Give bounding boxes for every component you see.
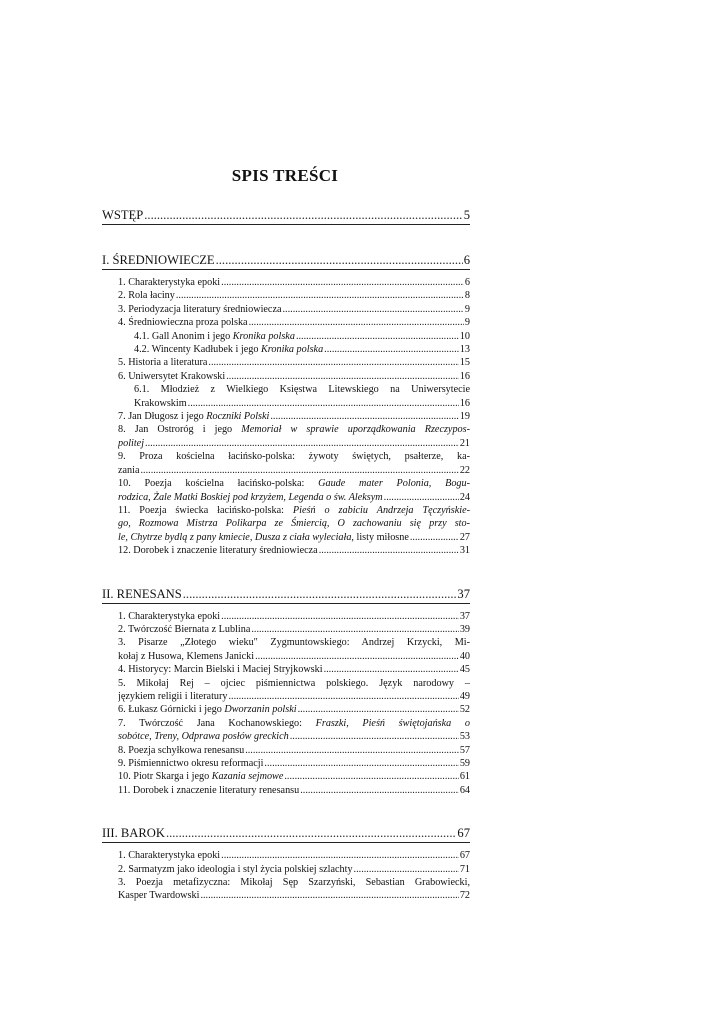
page-title: SPIS TREŚCI — [231, 166, 339, 185]
toc-entry[interactable] — [102, 757, 470, 770]
dot-leader — [228, 690, 458, 703]
toc-entry[interactable] — [102, 770, 470, 783]
entry-title-line: kołaj z Husowa, Klemens Janicki — [118, 650, 255, 662]
entry-title-line: 3. Pisarze „Złotego wieku" Zygmuntowskiego: Andrzej Krzycki, Mi- — [118, 637, 470, 649]
page-number: 9 — [464, 317, 470, 329]
dot-leader — [176, 289, 464, 302]
dot-leader — [200, 889, 458, 902]
page-number: 57 — [459, 744, 470, 756]
dot-leader — [221, 610, 459, 623]
page-number: 6 — [463, 253, 470, 267]
entry-title-line: 8. Jan Ostroróg i jego Memoriał w sprawie uporządkowania Rzeczypos- — [118, 424, 470, 436]
dot-leader — [283, 303, 464, 316]
toc-entry[interactable] — [102, 703, 470, 716]
entry-title-line: zania — [118, 464, 140, 476]
toc-entry[interactable] — [102, 623, 470, 636]
dot-leader — [319, 544, 459, 557]
dot-leader — [290, 730, 459, 743]
dot-leader — [255, 650, 459, 663]
page-number: 19 — [459, 411, 470, 423]
toc-section — [102, 247, 470, 270]
entry-title-line: 7. Twórczość Jana Kochanowskiego: Fraszki, Pieśń świętojańska o — [118, 717, 470, 729]
entry-title-line: językiem religii i literatury — [118, 690, 228, 702]
toc-entry[interactable] — [102, 784, 470, 797]
page-number: 49 — [459, 690, 470, 702]
toc-entry[interactable] — [102, 863, 470, 876]
entry-title-line: rodzica, Żale Matki Boskiej pod krzyżem, Legenda o św. Aleksym — [118, 491, 383, 503]
entry-title-line: 5. Mikołaj Rej – ojciec piśmiennictwa polskiego. Język narodowy – — [118, 677, 470, 689]
toc-entry[interactable] — [102, 356, 470, 369]
dot-leader — [226, 370, 459, 383]
page-number: 37 — [457, 586, 470, 601]
entry-title-line: 3. Poezja metafizyczna: Mikołaj Sęp Szarzyński, Sebastian Grabowiecki, — [118, 877, 470, 889]
toc-entry[interactable] — [102, 663, 470, 676]
toc-entry[interactable] — [102, 316, 470, 329]
page-number: 16 — [459, 370, 470, 382]
entry-title-line: 10. Poezja kościelna łacińsko-polska: Gaude mater Polonia, Bogu- — [118, 478, 470, 490]
page-number: 45 — [459, 664, 470, 676]
toc-entry[interactable] — [102, 276, 470, 289]
dot-leader — [141, 464, 459, 477]
dot-leader — [188, 397, 459, 410]
page-number: 40 — [459, 650, 470, 662]
dot-leader — [251, 623, 458, 636]
page-number: 31 — [459, 545, 470, 557]
dot-leader — [410, 531, 459, 544]
entry-title: 12. Dorobek i znaczenie literatury średniowiecza — [118, 545, 318, 557]
toc-entry[interactable] — [102, 504, 470, 544]
section-title: III. BAROK — [102, 826, 165, 841]
page-number: 13 — [459, 344, 470, 356]
dot-leader — [166, 824, 456, 842]
dot-leader — [296, 330, 459, 343]
toc-section-heading[interactable] — [102, 824, 470, 842]
entry-title-line: Kasper Twardowski — [118, 890, 200, 902]
dot-leader — [354, 863, 459, 876]
toc-entry[interactable] — [102, 610, 470, 623]
entry-title-line: Krakowskim — [134, 397, 187, 409]
entry-title: 10. Piotr Skarga i jego Kazania sejmowe — [118, 771, 284, 783]
entry-title: 1. Charakterystyka epoki — [118, 850, 221, 862]
section-title: I. ŚREDNIOWIECZE — [102, 253, 215, 267]
toc-entry[interactable] — [102, 636, 470, 663]
toc-entry[interactable] — [102, 744, 470, 757]
dot-leader — [300, 784, 459, 797]
toc-section — [102, 820, 470, 843]
page-number: 67 — [459, 850, 470, 862]
toc-entry[interactable] — [102, 343, 470, 356]
page-number: 52 — [459, 704, 470, 716]
dot-leader — [221, 276, 464, 289]
toc-entries — [102, 607, 470, 802]
dot-leader — [298, 703, 459, 716]
entry-title: 11. Dorobek i znaczenie literatury renesansu — [118, 784, 300, 796]
entry-title: 4. Średniowieczna proza polska — [118, 317, 248, 329]
page-number: 16 — [459, 397, 470, 409]
toc-entry[interactable] — [102, 383, 470, 410]
entry-title: 9. Piśmiennictwo okresu reformacji — [118, 758, 264, 769]
toc-entry[interactable] — [102, 410, 470, 423]
entry-title-line: sobótce, Treny, Odprawa posłów greckich — [118, 731, 289, 743]
toc-entry[interactable] — [102, 717, 470, 744]
entry-title: 7. Jan Długosz i jego Roczniki Polski — [118, 411, 270, 423]
toc-entry[interactable] — [102, 370, 470, 383]
page-number: 27 — [459, 531, 470, 543]
entry-title-line: go, Rozmowa Mistrza Polikarpa ze Śmiercią, O zachowaniu się przy sto- — [118, 518, 470, 530]
page-number: 21 — [459, 437, 470, 449]
toc-entry[interactable] — [102, 450, 470, 477]
page-number: 15 — [459, 357, 470, 369]
page-number: 72 — [459, 890, 470, 902]
dot-leader — [284, 770, 458, 783]
entry-title-line: 11. Poezja świecka łacińsko-polska: Pieśń o zabiciu Andrzeja Tęczyńskie- — [118, 504, 470, 516]
page-number: 39 — [459, 623, 470, 635]
page-number: 59 — [459, 758, 470, 769]
toc-entry[interactable] — [102, 477, 470, 504]
toc-section — [102, 202, 470, 225]
page-number: 71 — [459, 863, 470, 875]
toc-section-heading[interactable] — [102, 251, 470, 269]
entry-title-line: politej — [118, 437, 145, 449]
dot-leader — [270, 410, 458, 423]
dot-leader — [249, 316, 464, 329]
toc-entry[interactable] — [102, 303, 470, 316]
toc-entry[interactable] — [102, 330, 470, 343]
section-title: WSTĘP — [102, 208, 144, 222]
entry-title-line: 6.1. Młodzież z Wielkiego Księstwa Litewskiego na Uniwersytecie — [134, 384, 470, 396]
toc-section — [102, 581, 470, 604]
table-of-contents — [102, 202, 470, 907]
page-number: 8 — [464, 290, 470, 302]
entry-title-line: 9. Proza kościelna łacińsko-polska: żywoty świętych, psałterze, ka- — [118, 451, 470, 463]
dot-leader — [264, 757, 458, 770]
dot-leader — [216, 251, 463, 269]
entry-title: 6. Uniwersytet Krakowski — [118, 370, 226, 382]
dot-leader — [384, 491, 459, 504]
section-title: II. RENESANS — [102, 586, 182, 601]
toc-entry[interactable] — [102, 677, 470, 704]
page-number: 24 — [459, 491, 470, 503]
entry-title: 4.1. Gall Anonim i jego Kronika polska — [134, 330, 295, 342]
dot-leader — [145, 437, 459, 450]
entry-title: 2. Sarmatyzm jako ideologia i styl życia polskiej szlachty — [118, 863, 353, 875]
page-number: 67 — [457, 826, 470, 841]
page-number: 64 — [459, 784, 470, 796]
entry-title-line: le, Chytrze bydlą z pany kmiecie, Dusza z ciała wyleciała, listy miłosne — [118, 531, 409, 543]
entry-title: 1. Charakterystyka epoki — [118, 610, 221, 622]
dot-leader — [208, 356, 458, 369]
toc-entries — [102, 273, 470, 562]
toc-entry[interactable] — [102, 876, 470, 903]
dot-leader — [144, 206, 462, 224]
toc-entries — [102, 846, 470, 907]
toc-section-heading[interactable] — [102, 585, 470, 603]
page-number: 9 — [464, 303, 470, 315]
dot-leader — [221, 849, 459, 862]
page-number: 22 — [459, 464, 470, 476]
entry-title: 8. Poezja schyłkowa renesansu — [118, 744, 245, 756]
dot-leader — [324, 343, 459, 356]
entry-title: 6. Łukasz Górnicki i jego Dworzanin polski — [118, 704, 297, 716]
entry-title: 3. Periodyzacja literatury średniowiecza — [118, 303, 282, 315]
toc-section-heading[interactable] — [102, 206, 470, 224]
page-number: 53 — [459, 731, 470, 743]
entry-title: 2. Rola łaciny — [118, 290, 175, 302]
entry-title: 5. Historia a literatura — [118, 357, 208, 369]
toc-entry[interactable] — [102, 544, 470, 557]
dot-leader — [245, 744, 459, 757]
page-number: 10 — [459, 330, 470, 342]
dot-leader — [183, 585, 457, 603]
toc-entry[interactable] — [102, 289, 470, 302]
page-number: 37 — [459, 610, 470, 622]
page-number: 5 — [463, 208, 470, 222]
dot-leader — [324, 663, 459, 676]
toc-entry[interactable] — [102, 849, 470, 862]
entry-title: 4. Historycy: Marcin Bielski i Maciej Stryjkowski — [118, 664, 323, 676]
entry-title: 4.2. Wincenty Kadłubek i jego Kronika polska — [134, 344, 324, 356]
page-number: 6 — [464, 277, 470, 288]
page-number: 61 — [459, 771, 470, 783]
entry-title: 1. Charakterystyka epoki — [118, 277, 221, 288]
entry-title: 2. Twórczość Biernata z Lublina — [118, 623, 251, 635]
toc-entry[interactable] — [102, 423, 470, 450]
